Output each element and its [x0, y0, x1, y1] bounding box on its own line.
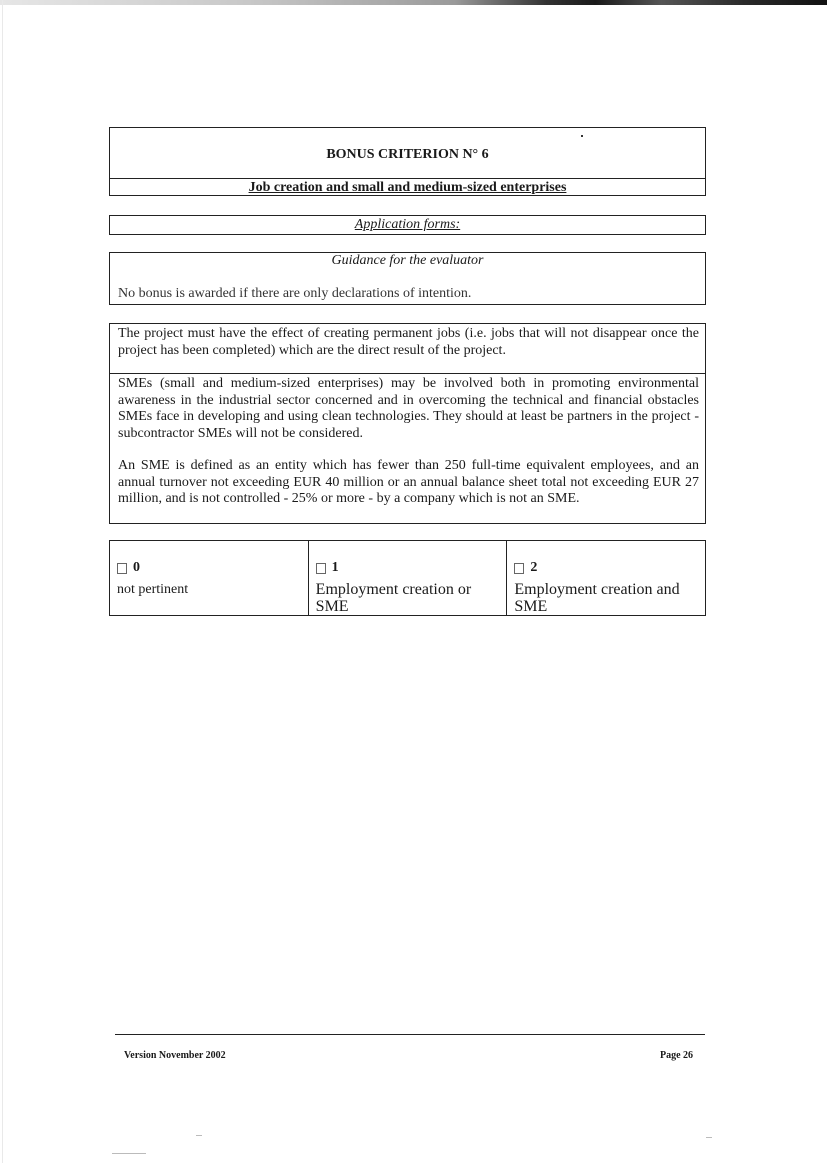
- footer-version: Version November 2002: [124, 1050, 226, 1061]
- score-label: Employment creation and SME: [514, 581, 680, 615]
- score-option-head: [514, 560, 537, 576]
- scan-speck: [706, 1137, 712, 1138]
- footer-page-number: Page 26: [660, 1050, 694, 1061]
- score-value: 1: [331, 560, 339, 575]
- scan-speck: [196, 1135, 202, 1136]
- scan-speck: [581, 135, 583, 137]
- criterion-title: BONUS CRITERION N° 6: [326, 147, 489, 162]
- criteria-paragraph-smes: SMEs (small and medium-sized enterprises) may be involved both in promoting environmental awareness in the industrial sector concerned and in overcoming the technical and financial obstacles SMEs face in developing and using clean technologies. They should at least be partners in the project - subcontractor SMEs will not be considered.: [118, 376, 699, 441]
- criteria-divider: [110, 373, 705, 374]
- score-value: 2: [530, 560, 538, 575]
- scan-artifact-left: [2, 0, 3, 1163]
- score-label: not pertinent: [117, 582, 189, 597]
- criteria-paragraph-jobs: The project must have the effect of creating permanent jobs (i.e. jobs that will not disappear once the project has been completed) which are the direct result of the project.: [118, 326, 699, 358]
- score-option-head: [117, 560, 140, 576]
- criteria-description-box: [109, 323, 706, 524]
- guidance-text: No bonus is awarded if there are only declarations of intention.: [118, 286, 472, 301]
- application-forms-box: [109, 215, 706, 235]
- application-forms-label: Application forms:: [354, 217, 461, 232]
- criteria-paragraph-sme-definition: An SME is defined as an entity which has fewer than 250 full-time equivalent employees, and an annual turnover not exceeding EUR 40 million or an annual balance sheet total not exceeding EUR 27 million, and is not controlled - 25% or more - by a company which is not an SME.: [118, 458, 699, 506]
- criterion-subtitle: Job creation and small and medium-sized enterprises: [248, 180, 567, 195]
- score-option-0[interactable]: [110, 541, 309, 615]
- guidance-title: Guidance for the evaluator: [331, 253, 484, 268]
- checkbox-icon[interactable]: [117, 563, 127, 574]
- score-option-1[interactable]: [309, 541, 508, 615]
- checkbox-icon[interactable]: [514, 563, 524, 574]
- score-value: 0: [133, 560, 140, 575]
- title-divider: [110, 178, 705, 179]
- checkbox-icon[interactable]: [316, 563, 326, 574]
- scan-artifact-top: [0, 0, 827, 5]
- footer-divider: [115, 1034, 705, 1035]
- score-label: Employment creation or SME: [315, 581, 472, 615]
- score-option-2[interactable]: [507, 541, 705, 615]
- scan-speck: [112, 1153, 146, 1154]
- criterion-title-box: [109, 127, 706, 196]
- evaluator-guidance-box: [109, 252, 706, 305]
- score-table: [109, 540, 706, 616]
- score-option-head: [316, 560, 339, 576]
